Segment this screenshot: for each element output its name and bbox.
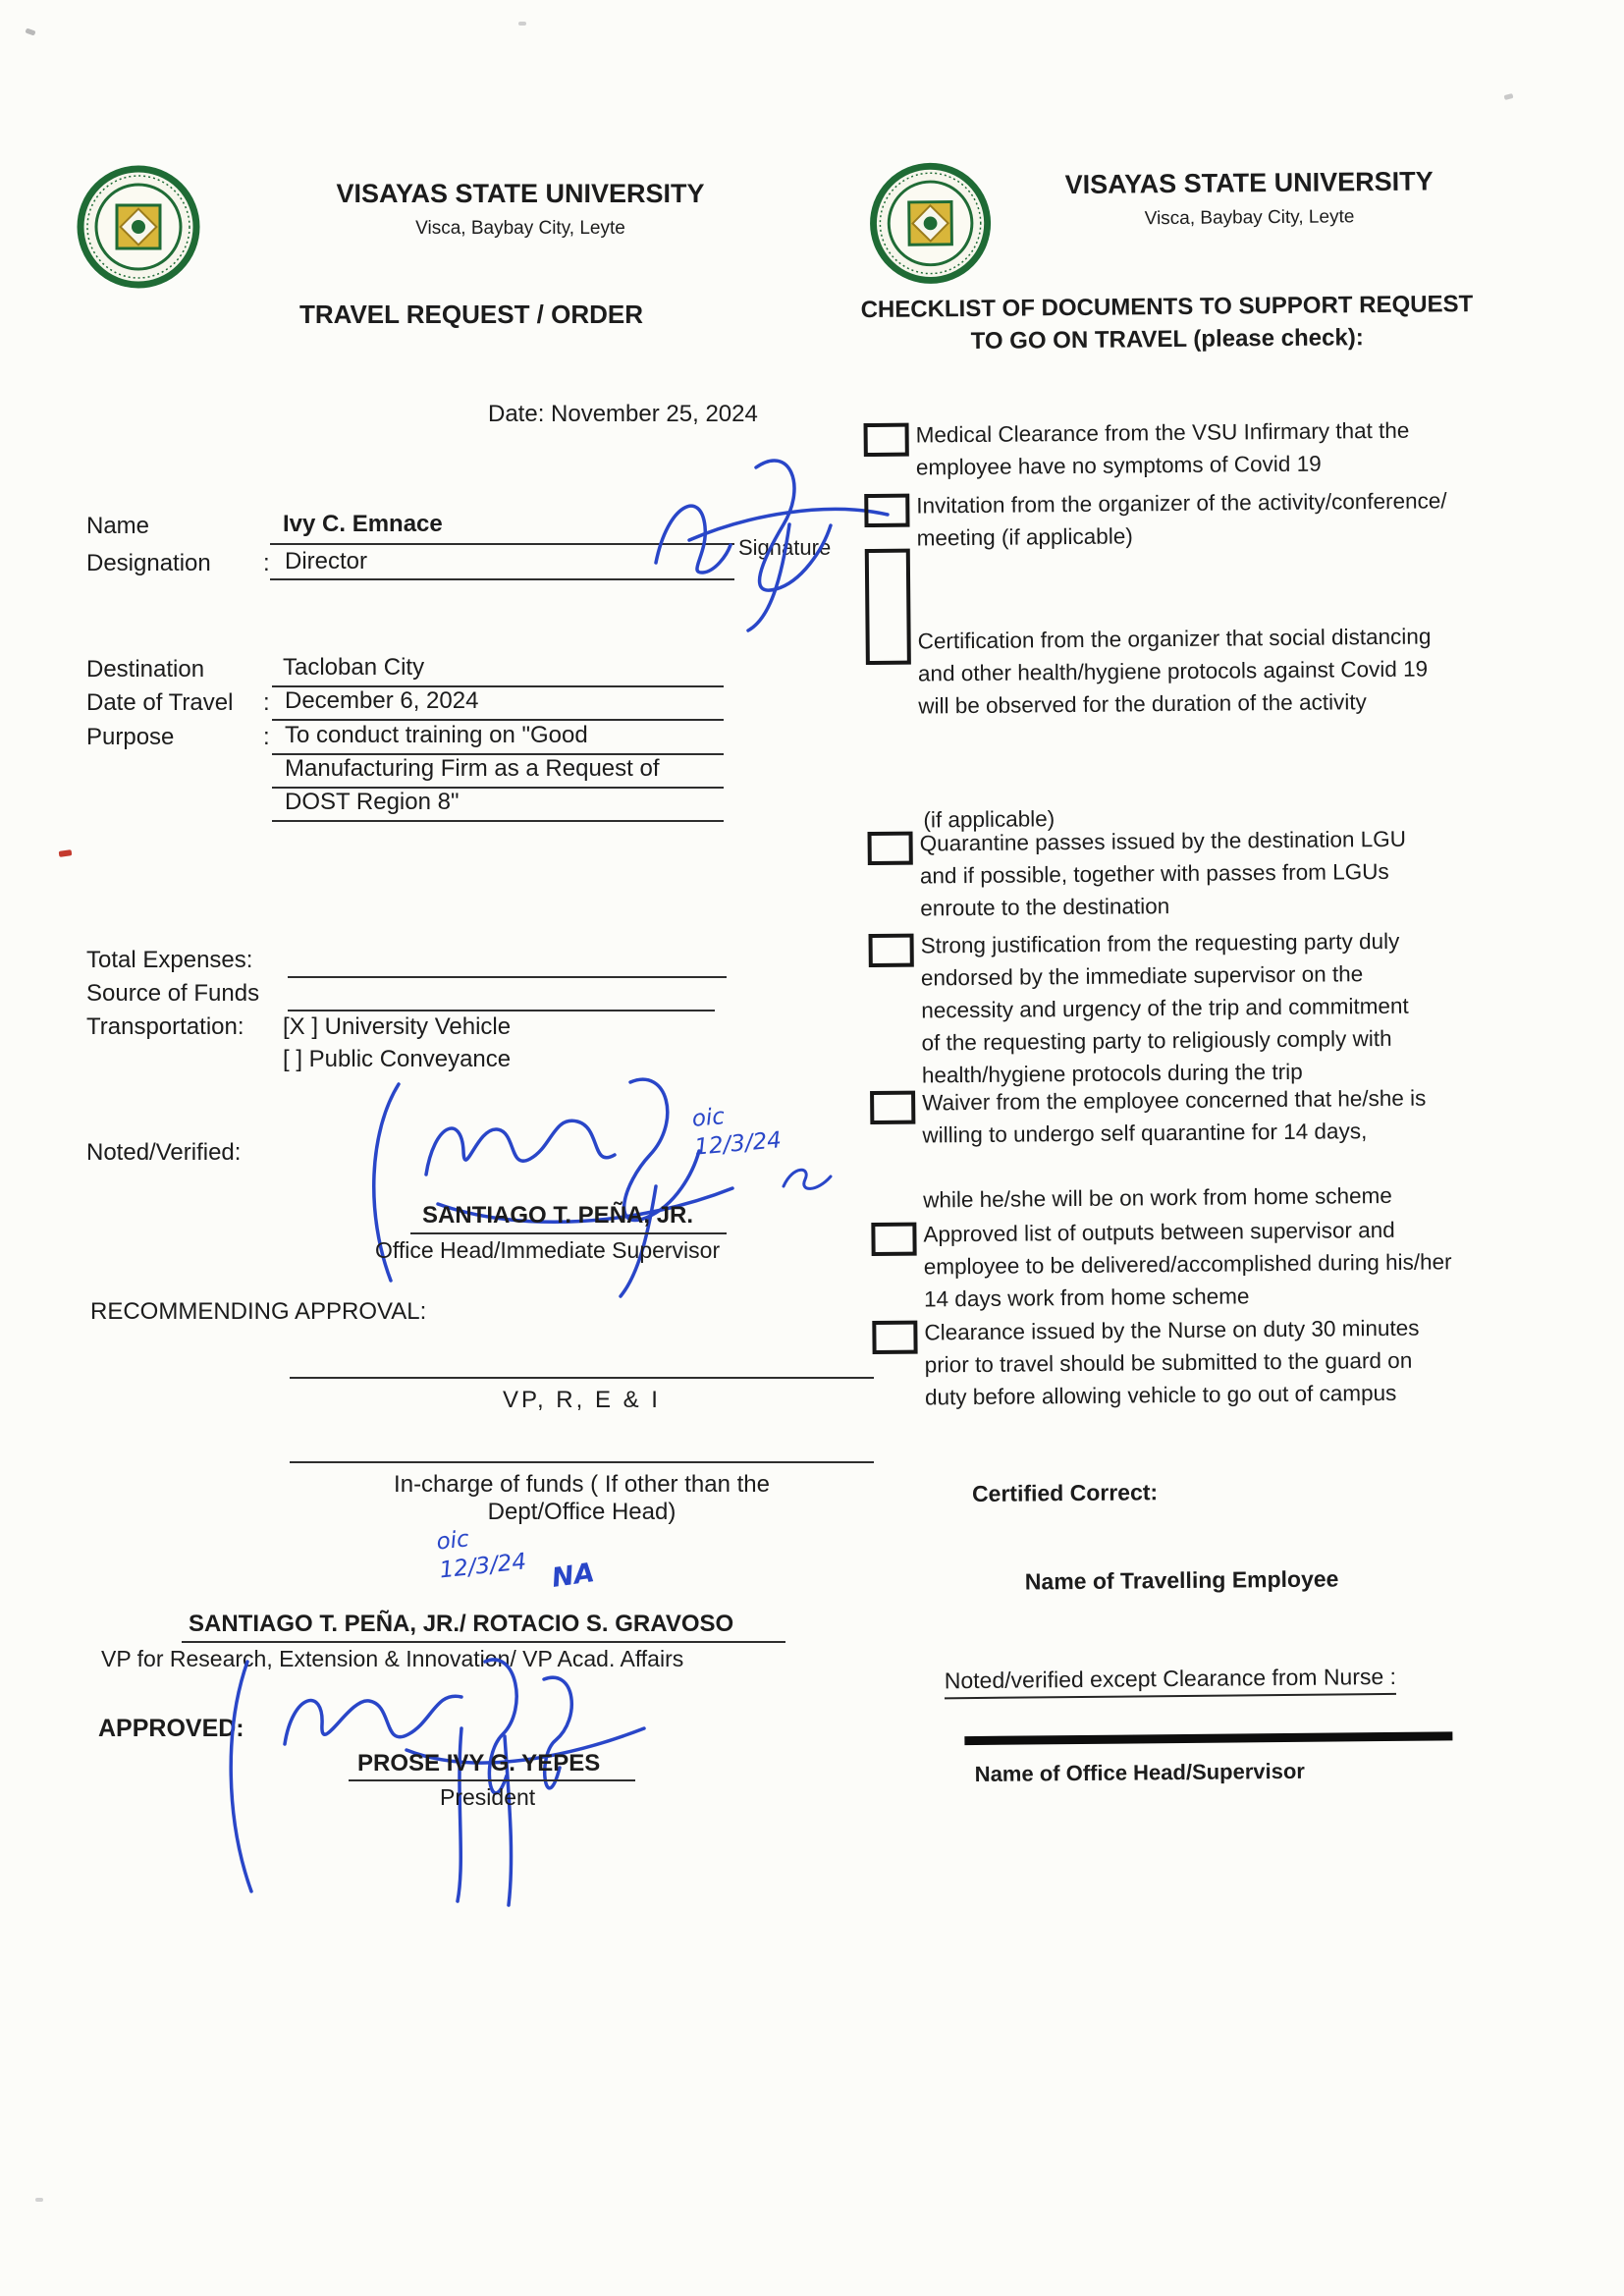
name-value: Ivy C. Emnace — [283, 511, 443, 537]
certified-correct-label: Certified Correct: — [971, 1479, 1159, 1507]
checkbox-certification — [865, 549, 911, 665]
checklist-item-approved-outputs: Approved list of outputs between supervisor and employee to be delivered/accomplished during his/her 14 days work from home scheme — [923, 1217, 1452, 1312]
travel-date-value: December 6, 2024 — [285, 687, 479, 714]
office-head-label: Name of Office Head/Supervisor — [974, 1758, 1306, 1787]
recommend-title: VP for Research, Extension & Innovation/ VP Acad. Affairs — [101, 1646, 684, 1671]
vp-rei-label: VP, R, E & I — [503, 1387, 661, 1413]
university-address-right: Visca, Baybay City, Leyte — [1144, 206, 1355, 230]
noted-verified-label: Noted/Verified: — [86, 1139, 242, 1166]
checklist-item-invitation: Invitation from the organizer of the activity/conference/ meeting (if applicable) — [916, 488, 1447, 551]
handwritten-annotation-oic-date-2: oic 12/3/24 — [435, 1526, 528, 1584]
designation-label: Designation — [86, 550, 211, 576]
date-line: Date: November 25, 2024 — [488, 401, 758, 427]
designation-colon: : — [263, 550, 270, 576]
noted-name: SANTIAGO T. PEÑA, JR. — [422, 1202, 694, 1229]
recommending-approval-label: RECOMMENDING APPROVAL: — [90, 1298, 427, 1325]
travel-date-colon: : — [263, 689, 270, 716]
checkbox-medical-clearance — [864, 423, 909, 457]
checklist-title: CHECKLIST OF DOCUMENTS TO SUPPORT REQUEST TO GO ON TRAVEL (please check): — [860, 291, 1474, 355]
handwritten-annotation-oic-date: oic 12/3/24 — [690, 1104, 783, 1161]
checklist-item-waiver: Waiver from the employee concerned that he/she is willing to undergo self quarantine for 14 days, while he/she will be on work from home scheme — [922, 1085, 1427, 1213]
checkbox-quarantine-passes — [868, 832, 913, 865]
destination-value: Tacloban City — [283, 654, 425, 681]
form-title: TRAVEL REQUEST / ORDER — [298, 300, 644, 329]
checklist-item-nurse-clearance: Clearance issued by the Nurse on duty 30 minutes prior to travel should be submitted to the guard on duty before allowing vehicle to go out of campus — [924, 1315, 1420, 1410]
purpose-label: Purpose — [86, 724, 175, 750]
incharge-caption-line1: In-charge of funds ( If other than the — [394, 1471, 770, 1498]
designation-value: Director — [285, 548, 368, 574]
signature-label: Signature — [738, 535, 832, 560]
recommend-names: SANTIAGO T. PEÑA, JR./ ROTACIO S. GRAVOSO — [189, 1611, 734, 1637]
checkbox-waiver — [870, 1091, 915, 1124]
source-of-funds-label: Source of Funds — [86, 980, 260, 1007]
purpose-colon: : — [263, 724, 270, 750]
handwritten-annotation-na: NA — [550, 1558, 597, 1594]
transportation-label: Transportation: — [86, 1013, 244, 1040]
noted-except-nurse-label: Noted/verified except Clearance from Nurse : — [945, 1664, 1396, 1699]
right-header — [974, 166, 1525, 232]
purpose-line-1: To conduct training on "Good — [285, 722, 588, 748]
noted-except-nurse-wrap — [945, 1664, 1396, 1699]
travel-date-label: Date of Travel — [86, 689, 234, 716]
university-address: Visca, Baybay City, Leyte — [415, 218, 625, 239]
name-label: Name — [86, 513, 150, 539]
if-applicable-note: (if applicable) — [923, 806, 1056, 833]
total-expenses-label: Total Expenses: — [86, 947, 253, 973]
purpose-line-2: Manufacturing Firm as a Request of — [285, 755, 660, 782]
incharge-caption-line2: Dept/Office Head) — [487, 1499, 677, 1525]
university-name: VISAYAS STATE UNIVERSITY — [336, 179, 705, 208]
checklist-item-strong-justification: Strong justification from the requesting party duly endorsed by the immediate supervisor on the necessity and urgency of the trip and commitment of the requesting party to religiously comply with health/hygiene protocols during the trip — [920, 928, 1409, 1088]
destination-label: Destination — [86, 656, 205, 683]
approved-name: PROSE IVY G. YEPES — [357, 1750, 601, 1777]
purpose-line-3: DOST Region 8" — [285, 789, 460, 815]
checklist-item-medical-clearance: Medical Clearance from the VSU Infirmary that the employee have no symptoms of Covid 19 — [915, 417, 1410, 480]
checkbox-strong-justification — [869, 934, 914, 967]
travelling-employee-label: Name of Travelling Employee — [1024, 1565, 1339, 1595]
approved-title: President — [440, 1784, 536, 1810]
transport-option-public-conveyance: [ ] Public Conveyance — [283, 1046, 512, 1072]
office-head-signature-bar — [964, 1731, 1452, 1745]
university-name-right: VISAYAS STATE UNIVERSITY — [1064, 166, 1434, 200]
checklist-item-certification: Certification from the organizer that social distancing and other health/hygiene protocols against Covid 19 will be observed for the duration of the activity — [917, 624, 1432, 719]
transport-option-university-vehicle: [X ] University Vehicle — [283, 1013, 512, 1040]
noted-title: Office Head/Immediate Supervisor — [375, 1237, 721, 1263]
checkbox-approved-outputs — [871, 1223, 916, 1256]
checkbox-nurse-clearance — [872, 1321, 917, 1354]
checklist-item-quarantine-passes: Quarantine passes issued by the destination LGU and if possible, together with passes from LGUs enroute to the destination — [919, 826, 1407, 921]
approved-label: APPROVED: — [98, 1715, 244, 1742]
checkbox-invitation — [864, 494, 909, 527]
